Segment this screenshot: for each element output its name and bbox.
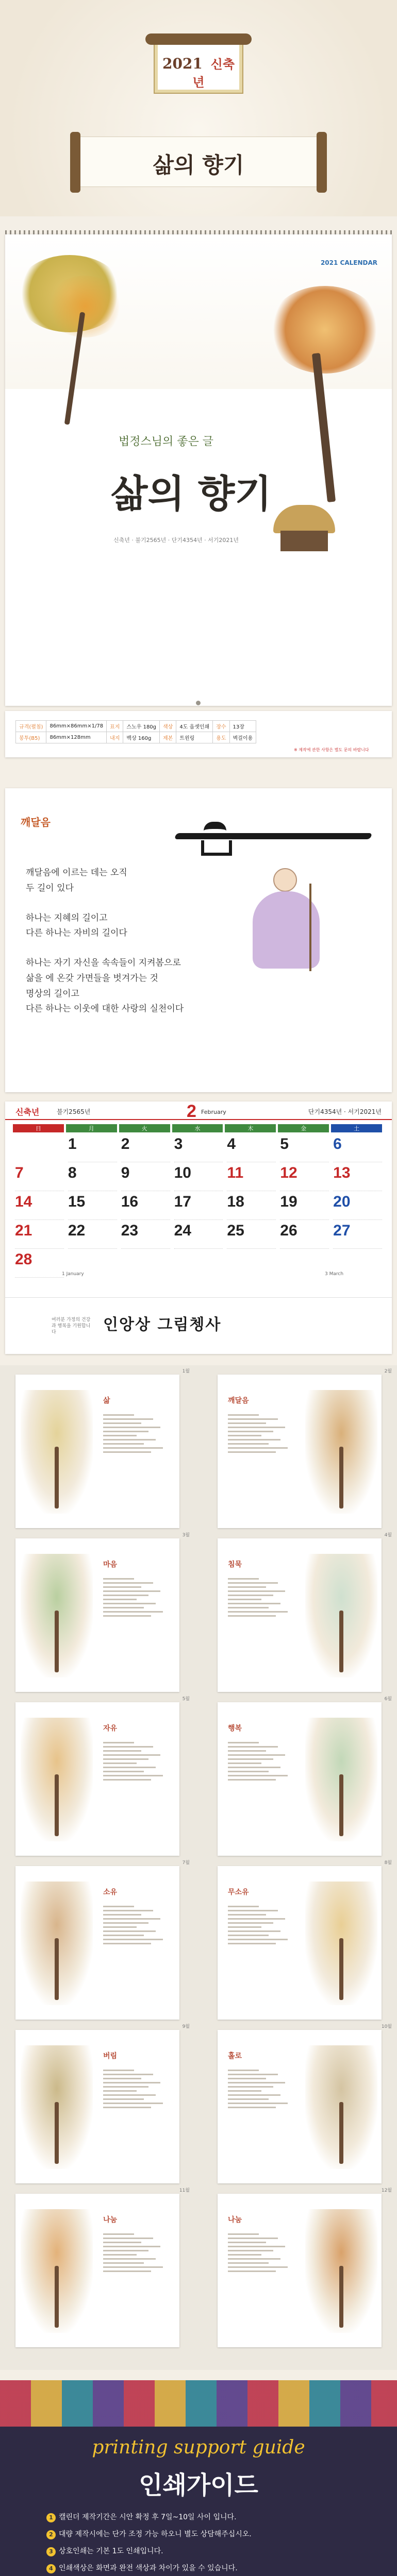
cal-year-label: 신축년: [15, 1107, 40, 1117]
thumbnail-illustration: [305, 1554, 377, 1677]
calendar-day: 6: [333, 1136, 382, 1162]
calendar-day: 3: [174, 1136, 223, 1162]
thumbnail-title: 홀로: [228, 2052, 242, 2060]
thumbnail-page: [218, 1533, 392, 1692]
calendar-day: 11: [227, 1164, 276, 1191]
thumbnail-illustration: [21, 1390, 93, 1514]
calendar-day: 19: [280, 1193, 329, 1220]
badge-sub: 신축년: [192, 57, 235, 90]
poem-line: 두 길이 있다: [26, 883, 74, 893]
thumbnail-text-block: [103, 1412, 170, 1455]
thumbnail-text-block: [103, 1903, 170, 1947]
thumbnail-text-block: [103, 2231, 170, 2275]
thumbnail-title: 무소유: [228, 1888, 249, 1896]
thumbnail-text-block: [228, 1412, 295, 1455]
title-scroll: [80, 137, 317, 187]
calendar-day: 8: [68, 1164, 117, 1191]
calendar-day: 12: [280, 1164, 329, 1191]
spec-value: 4도 옵셋인쇄: [176, 721, 213, 732]
calendar-day: 20: [333, 1193, 382, 1220]
thumbnail-illustration: [21, 1554, 93, 1677]
calendar-day: 23: [121, 1222, 170, 1249]
spec-label: 제본: [160, 732, 176, 743]
spec-label: 표지: [107, 721, 123, 732]
cal-next-label: 3 March: [325, 1272, 344, 1277]
poem-page: [5, 788, 392, 1092]
thumbnail-illustration: [21, 1718, 93, 1841]
spec-label: 색상: [160, 721, 176, 732]
weekday-header: 土: [331, 1124, 382, 1132]
thumbnail-text-block: [103, 2067, 170, 2111]
guide-title: 인쇄가이드: [139, 2471, 258, 2500]
thumbnail-title: 삶: [103, 1397, 110, 1405]
cal-buddhist-year: 불기2565년: [57, 1108, 91, 1115]
thumbnail-title: 마음: [103, 1561, 118, 1569]
weekday-header: 木: [225, 1124, 276, 1132]
thumbnail-number: 6월: [384, 1697, 392, 1702]
poem-heading: 깨달음: [21, 816, 51, 828]
cal-month: 2: [187, 1101, 196, 1121]
cal-right-label: 단기4354년 · 서기2021년: [308, 1108, 382, 1115]
poem-line: 명상의 길이고: [26, 988, 79, 999]
thumbnail-title: 침묵: [228, 1561, 242, 1569]
weekday-header: 水: [172, 1124, 223, 1132]
thumbnail-number: 5월: [182, 1697, 190, 1702]
calendar-page: [5, 1101, 392, 1354]
thumbnail-page: [15, 1369, 190, 1528]
poem-line: 다른 하나는 자비의 길이다: [26, 928, 127, 939]
thumbnail-number: 7월: [182, 1860, 190, 1866]
spec-label: 내지: [107, 732, 123, 743]
thumbnail-page: [15, 1860, 190, 2020]
guide-item-text: 캘린더 제작기간은 시안 확정 후 7일~10일 사이 입니다.: [59, 2513, 237, 2521]
spec-value: 86mm×128mm: [46, 732, 107, 743]
thumbnail-page: [15, 2024, 190, 2183]
calendar-day: 26: [280, 1222, 329, 1249]
spec-label: 봉투(B5): [16, 732, 46, 743]
calligraphy-mark: [175, 822, 371, 853]
thumbnail-page: [15, 1533, 190, 1692]
thumbnail-title: 나눔: [103, 2216, 118, 2224]
weekday-header: 火: [119, 1124, 170, 1132]
calendar-day: 1: [68, 1136, 117, 1162]
calendar-day: 9: [121, 1164, 170, 1191]
guide-item: 1 캘린더 제작기간은 시안 확정 후 7일~10일 사이 입니다.: [46, 2512, 237, 2522]
thumbnail-illustration: [21, 2209, 93, 2333]
thumbnail-text-block: [228, 1903, 295, 1947]
cover-brand: 2021 CALENDAR: [320, 259, 377, 266]
spec-label: 규격(펼침): [16, 721, 46, 732]
thumbs-section: [0, 1365, 397, 2370]
poem-line: 하나는 지혜의 길이고: [26, 912, 108, 923]
calendar-day: 22: [68, 1222, 117, 1249]
thumbnail-title: 소유: [103, 1888, 118, 1896]
calendar-day: 13: [333, 1164, 382, 1191]
calendar-day: 15: [68, 1193, 117, 1220]
poem-line: 하나는 자기 자신을 속속들이 지켜봄으로: [26, 958, 181, 968]
company-name: 인앙상 그림쳉사: [103, 1316, 222, 1334]
thumbnail-title: 나눔: [228, 2216, 242, 2224]
calendar-day: 4: [227, 1136, 276, 1162]
thumbnail-text-block: [228, 2067, 295, 2111]
thumbnail-number: 8월: [384, 1860, 392, 1866]
spec-value: 트윈링: [176, 732, 213, 743]
header-section: [0, 0, 397, 216]
weekday-header: 金: [278, 1124, 329, 1132]
guide-item: 2 대량 제작시에는 단가 조정 가능 하오니 별도 상담해주십시오.: [46, 2529, 252, 2539]
thumbnail-illustration: [305, 2209, 377, 2333]
weekday-header: 日: [13, 1124, 64, 1132]
page-title: 삶의 향기: [153, 152, 244, 178]
thumbnail-page: [15, 1697, 190, 1856]
thumbnail-text-block: [103, 1575, 170, 1619]
thumbnail-text-block: [228, 1739, 295, 1783]
thumbnail-illustration: [21, 1882, 93, 2005]
badge-year: 2021: [162, 55, 203, 72]
spec-value: 86mm×86mm×1/78: [46, 721, 107, 732]
spec-value: 13장: [229, 721, 256, 732]
thumbnail-text-block: [228, 2231, 295, 2275]
guide-item: 3 상호인쇄는 기본 1도 인쇄입니다.: [46, 2546, 163, 2556]
thumbnail-page: [218, 1369, 392, 1528]
guide-item-text: 상호인쇄는 기본 1도 인쇄입니다.: [59, 2547, 163, 2555]
spec-value: 백상 160g: [123, 732, 160, 743]
thumbnail-illustration: [21, 2045, 93, 2169]
calendar-day: 18: [227, 1193, 276, 1220]
guide-item: 4 인쇄색상은 화면과 완전 색상과 차이가 있을 수 있습니다.: [46, 2563, 238, 2573]
thumbnail-number: 2월: [384, 1369, 392, 1374]
guide-script: printing support guide: [92, 2437, 305, 2458]
poem-body: [26, 866, 184, 1017]
thumbnail-number: 10월: [381, 2024, 392, 2029]
thumbnail-page: [15, 2188, 190, 2347]
weekday-header: 月: [66, 1124, 117, 1132]
thumbnail-text-block: [228, 1575, 295, 1619]
thumbnail-illustration: [305, 1718, 377, 1841]
thumbnail-number: 3월: [182, 1533, 190, 1538]
calendar-day: 25: [227, 1222, 276, 1249]
calendar-day: 16: [121, 1193, 170, 1220]
spec-note: ※ 제작에 관한 사항은 별도 문의 바랍니다: [294, 748, 369, 752]
thumbnail-illustration: [305, 1882, 377, 2005]
calendar-day: 10: [174, 1164, 223, 1191]
thumbnail-page: [218, 1860, 392, 2020]
spec-value: 벽걸이용: [229, 732, 256, 743]
cover-dates: 신축년 · 불기2565년 · 단기4354년 · 서기2021년: [113, 537, 239, 544]
poem-line: 깨달음에 이르는 데는 오직: [26, 868, 127, 878]
calendar-grid: [13, 1124, 384, 1289]
guide-section: [0, 2380, 397, 2576]
spec-label: 용도: [213, 732, 229, 743]
thumbnail-title: 자유: [103, 1724, 118, 1733]
spec-label: 장수: [213, 721, 229, 732]
calendar-day: 27: [333, 1222, 382, 1249]
cover-title: 삶의 향기: [111, 472, 272, 516]
guide-item-text: 인쇄색상은 화면과 완전 색상과 차이가 있을 수 있습니다.: [59, 2564, 238, 2572]
poem-line: 삶을 에 온갖 가면들을 벗겨가는 것: [26, 973, 158, 984]
thumbnail-title: 깨달음: [228, 1397, 249, 1405]
thumbnail-illustration: [305, 1390, 377, 1514]
thumbnail-text-block: [103, 1739, 170, 1783]
thumbnail-page: [218, 1697, 392, 1856]
thumbnail-number: 11월: [179, 2188, 190, 2193]
calendar-day: 21: [15, 1222, 64, 1249]
poem-line: 다른 하나는 이웃에 대한 사랑의 실천이다: [26, 1004, 184, 1014]
spec-table: [15, 720, 256, 743]
tree-illustration: [15, 255, 139, 425]
year-badge: [155, 39, 242, 93]
badge-rod: [145, 33, 252, 45]
calendar-day: 17: [174, 1193, 223, 1220]
thumbnail-page: [218, 2188, 392, 2347]
cal-prev-label: 1 January: [62, 1272, 84, 1277]
calendar-day: 14: [15, 1193, 64, 1220]
hang-hole: [196, 701, 201, 705]
monk-illustration: [232, 863, 345, 981]
spec-value: 스노우 180g: [123, 721, 160, 732]
thumbnail-number: 4월: [384, 1533, 392, 1538]
calendar-day: 5: [280, 1136, 329, 1162]
thumbnail-number: 1월: [182, 1369, 190, 1374]
calendar-day: 28: [15, 1251, 64, 1278]
thumbnail-page: [218, 2024, 392, 2183]
calendar-day: 7: [15, 1164, 64, 1191]
hut-illustration: [273, 505, 335, 551]
company-note: 여러분 가정의 건강과 행복을 기원합니다: [52, 1317, 91, 1335]
calendar-day: 2: [121, 1136, 170, 1162]
spec-panel: [5, 711, 392, 757]
cal-month-label: February: [201, 1109, 226, 1115]
thumbnail-number: 9월: [182, 2024, 190, 2029]
thumbnail-number: 12월: [381, 2188, 392, 2193]
thumbnail-title: 버림: [103, 2052, 118, 2060]
thumbnail-title: 행복: [228, 1724, 242, 1733]
cover-card: [5, 234, 392, 706]
calendar-day: 24: [174, 1222, 223, 1249]
thumbnail-illustration: [305, 2045, 377, 2169]
guide-item-text: 대량 제작시에는 단가 조정 가능 하오니 별도 상담해주십시오.: [59, 2530, 252, 2538]
cover-subtitle: 법정스님의 좋은 글: [119, 435, 214, 448]
